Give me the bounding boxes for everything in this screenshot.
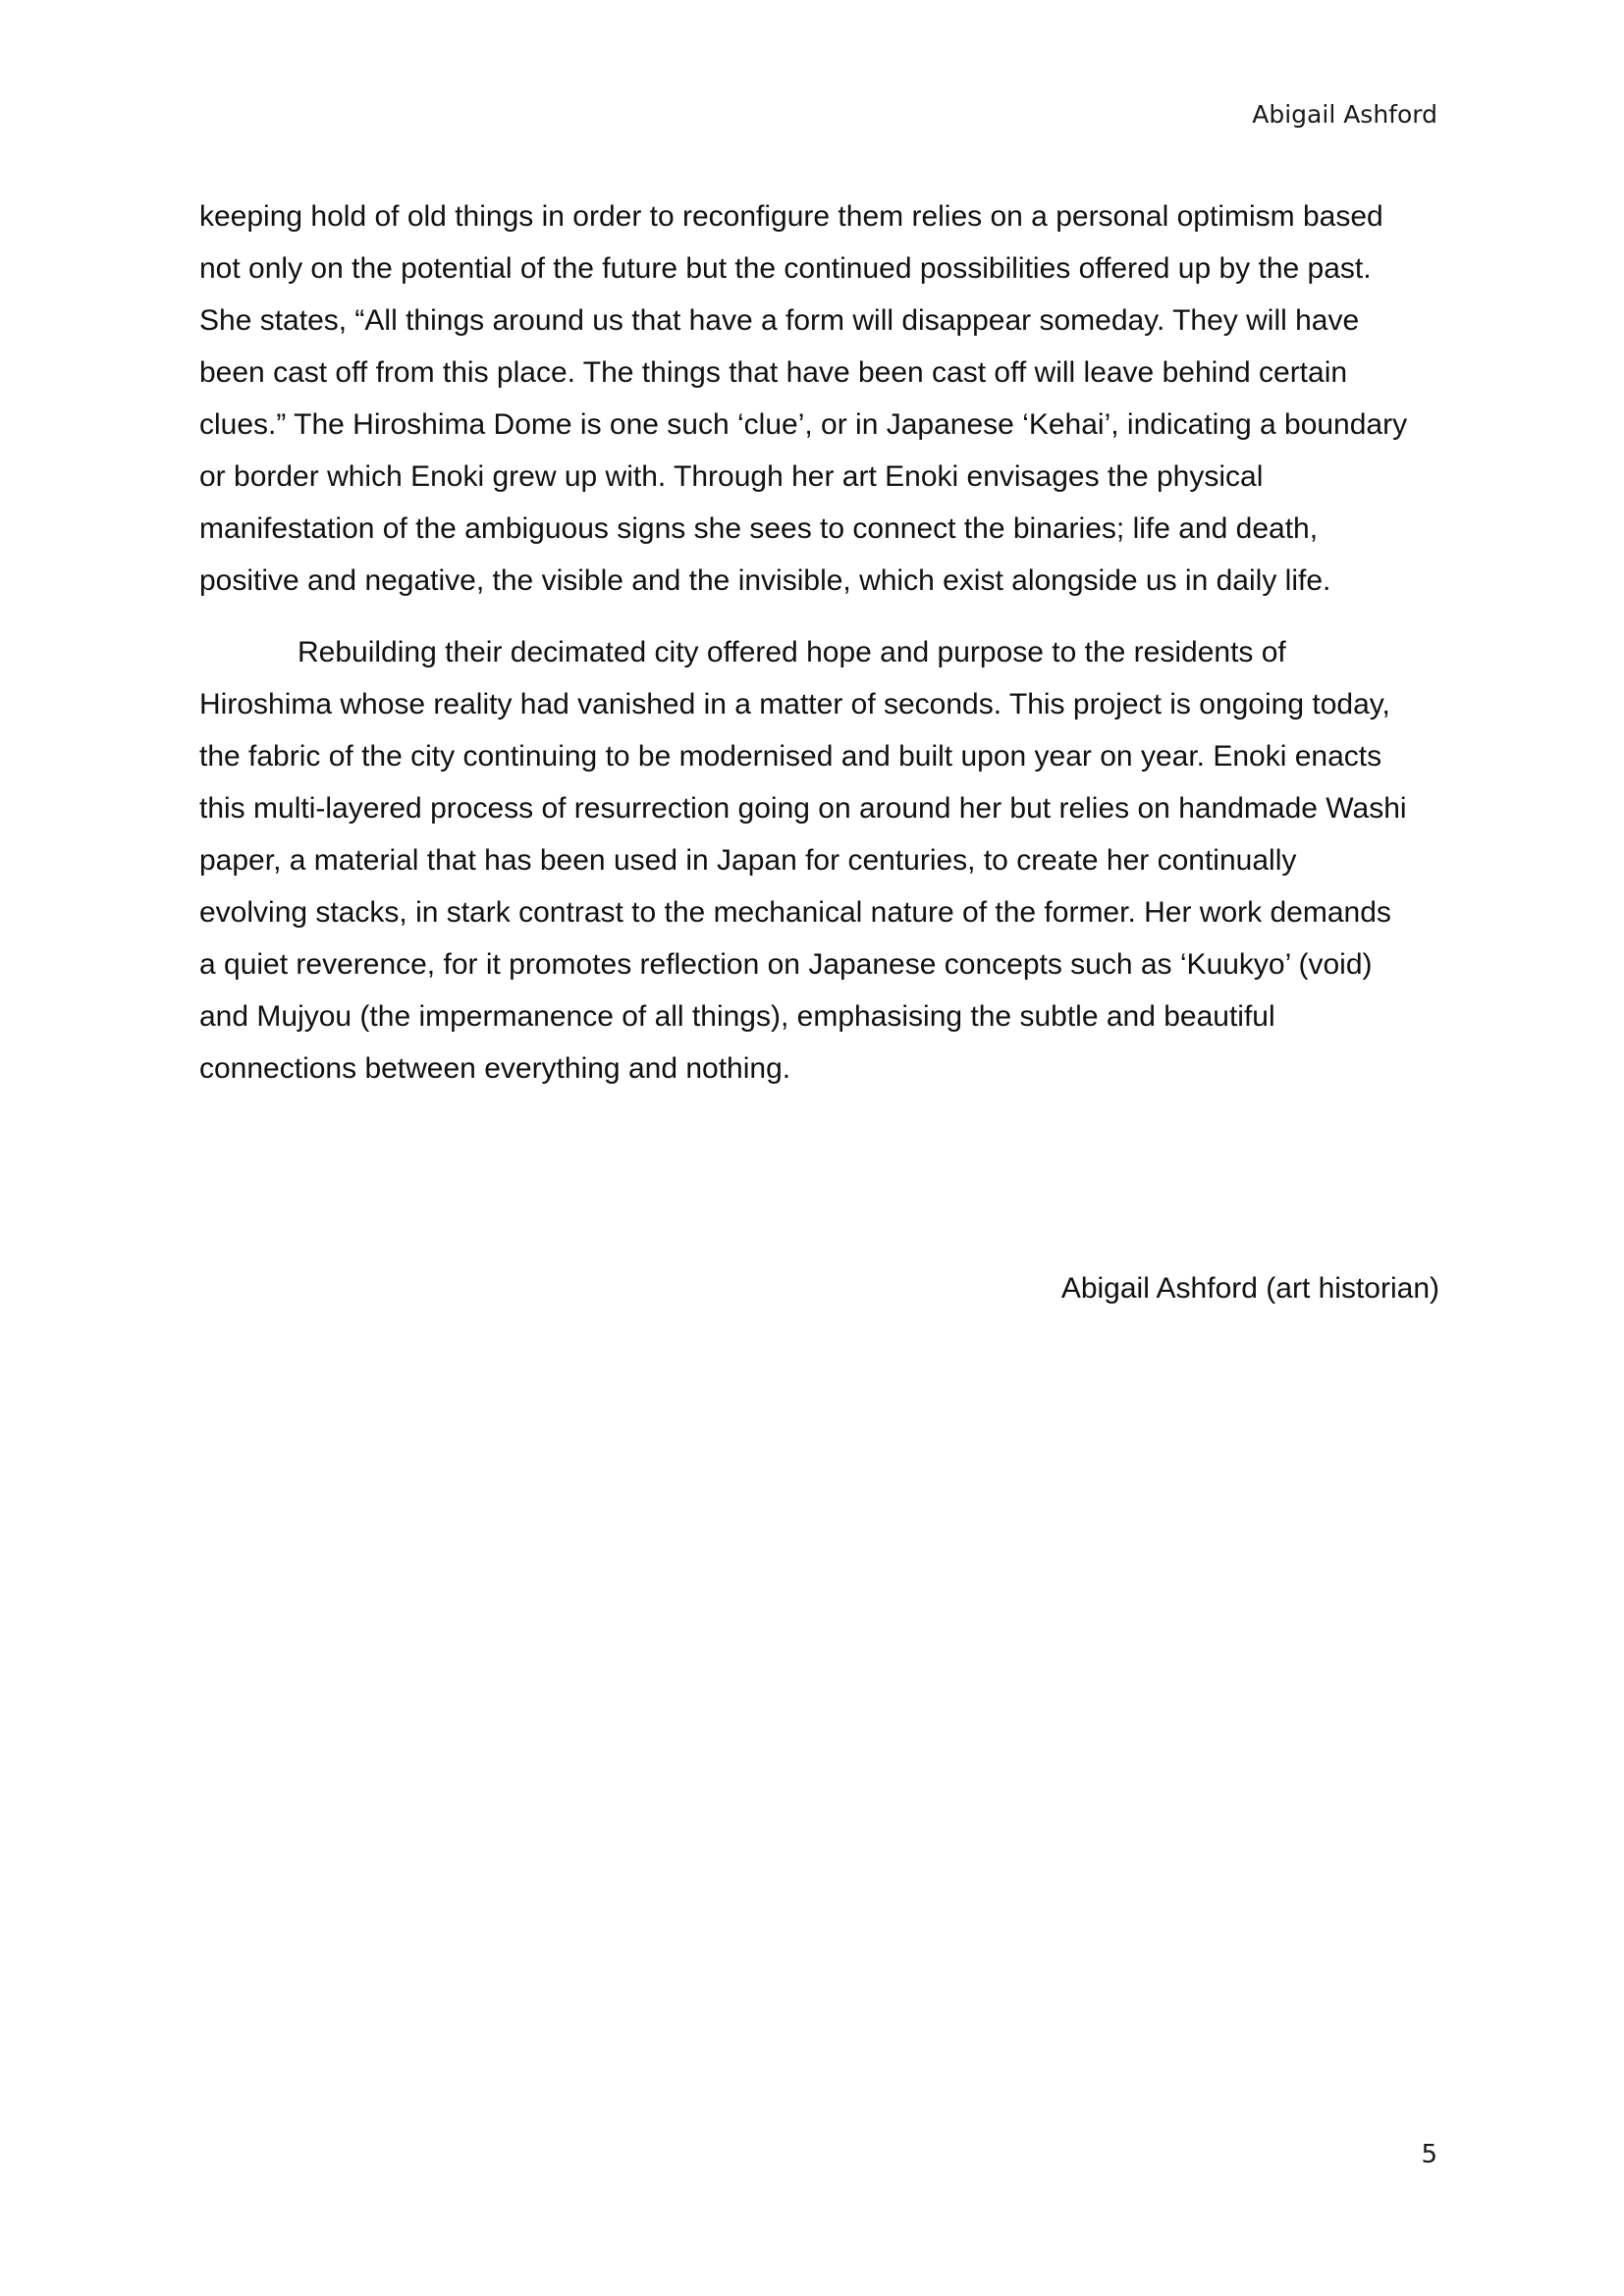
text-line: Hiroshima whose reality had vanished in a matter of seconds. This project is ongoing today, — [199, 688, 1390, 721]
text-line: the fabric of the city continuing to be modernised and built upon year on year. Enoki enacts — [199, 740, 1382, 773]
running-header-author: Abigail Ashford — [1252, 100, 1437, 129]
text-line: a quiet reverence, for it promotes reflection on Japanese concepts such as ‘Kuukyo’ (void) — [199, 948, 1373, 981]
text-line: connections between everything and nothing. — [199, 1052, 791, 1085]
text-line: positive and negative, the visible and the invisible, which exist alongside us in daily life. — [199, 564, 1331, 597]
text-line: this multi-layered process of resurrection going on around her but relies on handmade Washi — [199, 792, 1407, 825]
text-line: paper, a material that has been used in Japan for centuries, to create her continually — [199, 844, 1297, 877]
body-text — [199, 190, 1444, 1095]
text-line: clues.” The Hiroshima Dome is one such ‘clue’, or in Japanese ‘Kehai’, indicating a boundary — [199, 408, 1408, 441]
text-line: been cast off from this place. The things that have been cast off will leave behind certain — [199, 356, 1348, 389]
text-line: keeping hold of old things in order to reconfigure them relies on a personal optimism based — [199, 200, 1383, 233]
paragraph-1 — [199, 190, 1444, 607]
text-line: and Mujyou (the impermanence of all things), emphasising the subtle and beautiful — [199, 1000, 1275, 1033]
paragraph-2 — [199, 626, 1444, 1095]
author-signature: Abigail Ashford (art historian) — [1060, 1272, 1439, 1305]
text-line: evolving stacks, in stark contrast to the mechanical nature of the former. Her work demands — [199, 896, 1391, 929]
text-line: not only on the potential of the future but the continued possibilities offered up by the past. — [199, 252, 1372, 285]
text-line: Rebuilding their decimated city offered hope and purpose to the residents of — [298, 636, 1286, 668]
text-line: or border which Enoki grew up with. Through her art Enoki envisages the physical — [199, 460, 1264, 493]
text-line: manifestation of the ambiguous signs she sees to connect the binaries; life and death, — [199, 512, 1319, 545]
page-number: 5 — [1421, 2140, 1437, 2169]
text-line: She states, “All things around us that have a form will disappear someday. They will have — [199, 304, 1360, 337]
